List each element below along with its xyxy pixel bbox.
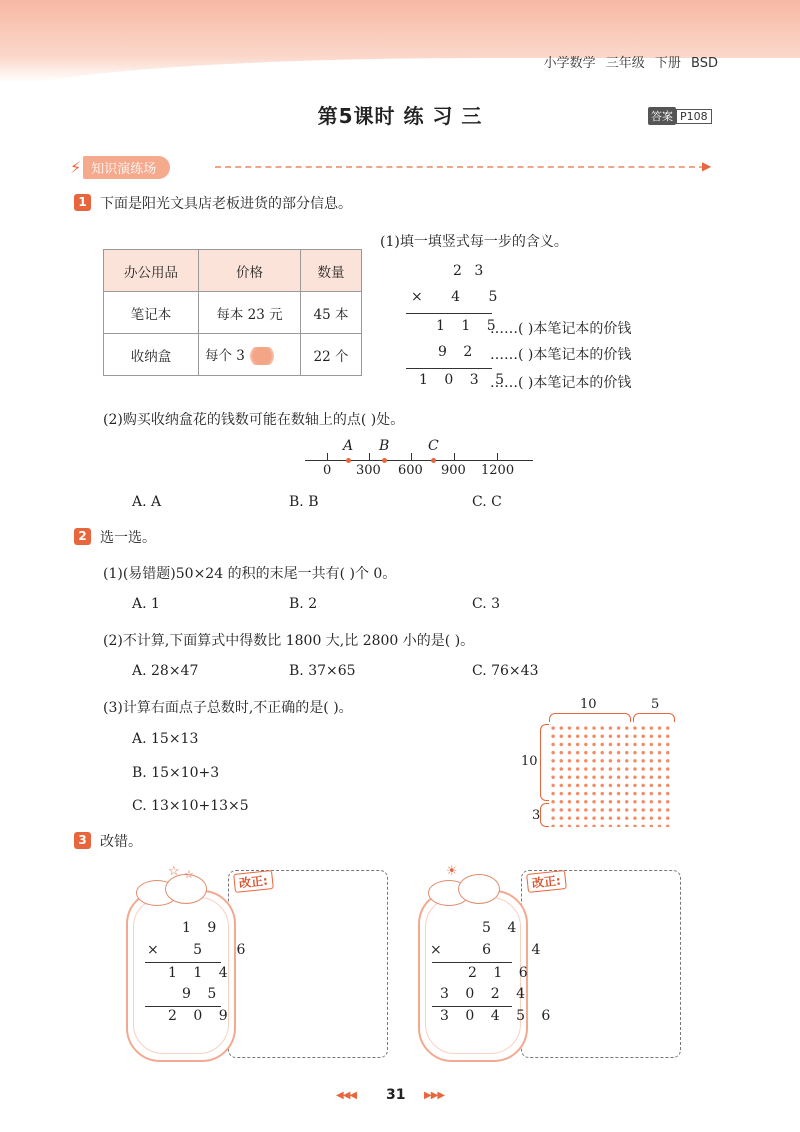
section-divider (215, 166, 705, 168)
table-cell: 每本 23 元 (199, 292, 301, 334)
point-label-b: B (379, 438, 390, 454)
table-cell: 45 本 (301, 292, 362, 334)
q2-sub3-option-a[interactable]: A. 15×13 (132, 731, 199, 747)
right-calc-product: 3 0 4 5 6 (440, 1008, 557, 1024)
number-line-tick (454, 453, 455, 461)
q2-sub2-option-a[interactable]: A. 28×47 (132, 663, 199, 679)
number-line-tick (497, 453, 498, 461)
calc-line-partial-1: 1 1 5 (436, 318, 502, 334)
number-line-tick (369, 453, 370, 461)
axis-label: 1200 (481, 463, 515, 478)
star-icon: ☆ (168, 864, 180, 879)
right-calc-partial-2: 3 0 2 4 (440, 986, 531, 1002)
right-calc-rule-1 (432, 962, 512, 963)
left-calc-product: 2 0 9 (168, 1008, 234, 1024)
left-calc-partial-1: 1 1 4 (168, 965, 234, 981)
fix-label-right: 改正: (526, 870, 567, 893)
question-3-prompt: 改错。 (100, 834, 142, 850)
brace-left-top (540, 724, 549, 801)
q2-sub1-option-b[interactable]: B. 2 (289, 596, 318, 612)
correction-answer-box-right[interactable] (521, 870, 681, 1058)
table-cell: 22 个 (301, 334, 362, 376)
left-calc-multiplicand: 1 9 (182, 920, 223, 936)
calc-rule-1 (406, 313, 492, 314)
right-calc-rule-2 (432, 1006, 512, 1007)
left-calc-rule-1 (145, 962, 221, 963)
answer-key-label: 答案 (648, 107, 676, 125)
cloud-icon (458, 874, 500, 904)
point-label-c: C (428, 438, 439, 454)
right-calc-multiplicand: 5 4 (482, 920, 523, 936)
lesson-title: 第5课时 练 习 三 (317, 104, 483, 128)
grid-label-top-right: 5 (651, 697, 660, 712)
grid-label-left-top: 10 (521, 754, 538, 769)
table-cell: 笔记本 (104, 292, 199, 334)
grid-label-left-bottom: 3 (532, 808, 541, 823)
purchase-info-table (103, 249, 362, 376)
point-a-dot (346, 458, 351, 463)
left-calc-rule-2 (145, 1006, 221, 1007)
axis-label: 600 (398, 463, 423, 478)
calc-line-product: 1 0 3 5 (419, 372, 510, 388)
right-calc-partial-1: 2 1 6 (468, 965, 534, 981)
axis-label: 900 (441, 463, 466, 478)
q2-sub3-option-b[interactable]: B. 15×10+3 (132, 765, 220, 781)
brace-left-bottom (540, 803, 549, 827)
point-c-dot (431, 458, 436, 463)
section-label: 知识演练场 (83, 156, 170, 179)
grid-label-top-left: 10 (580, 697, 597, 712)
calc-meaning-blank-2[interactable]: ……( )本笔记本的价钱 (490, 347, 632, 363)
axis-label: 0 (323, 463, 332, 478)
q1-option-a[interactable]: A. A (132, 494, 162, 510)
number-line-tick (327, 453, 328, 461)
sun-icon: ☀ (446, 864, 458, 879)
page-prev-arrows: ◀◀◀ (336, 1090, 357, 1101)
q2-sub3-option-c[interactable]: C. 13×10+13×5 (132, 798, 249, 814)
answer-reference (648, 107, 712, 125)
price-partial-text: 每个 3 (205, 347, 245, 364)
question-number-2: 2 (74, 528, 91, 545)
brace-top-right (633, 713, 675, 722)
q2-sub2-option-c[interactable]: C. 76×43 (472, 663, 539, 679)
left-calc-multiplier: × 5 6 (147, 942, 252, 958)
book-info: 小学数学 三年级 下册 BSD (543, 56, 718, 71)
question-2-prompt: 选一选。 (100, 530, 156, 546)
star-icon: ☆ (184, 868, 194, 881)
table-cell (199, 334, 301, 376)
question-1-prompt: 下面是阳光文具店老板进货的部分信息。 (100, 196, 352, 212)
fix-label-left: 改正: (233, 870, 274, 893)
calc-meaning-blank-3[interactable]: ……( )本笔记本的价钱 (490, 375, 632, 391)
q2-sub2-prompt: (2)不计算,下面算式中得数比 1800 大,比 2800 小的是( )。 (103, 633, 475, 649)
brace-top-left (549, 713, 631, 722)
q1-option-c[interactable]: C. C (472, 494, 502, 510)
running-figure-icon: ⚡ (70, 157, 82, 177)
ink-blot-icon (249, 347, 275, 365)
number-line (305, 460, 533, 461)
correction-answer-box-left[interactable] (228, 870, 388, 1058)
q1-option-b[interactable]: B. B (289, 494, 319, 510)
left-calc-partial-2: 9 5 (182, 986, 223, 1002)
q2-sub2-option-b[interactable]: B. 37×65 (289, 663, 356, 679)
table-header-row (104, 250, 362, 292)
point-label-a: A (343, 438, 354, 454)
dot-grid (549, 724, 673, 827)
question-number-1: 1 (74, 194, 91, 211)
calc-rule-2 (406, 368, 492, 369)
q1-sub2-prompt: (2)购买收纳盒花的钱数可能在数轴上的点( )处。 (103, 412, 405, 428)
axis-label: 300 (356, 463, 381, 478)
calc-meaning-blank-1[interactable]: ……( )本笔记本的价钱 (490, 321, 632, 337)
q1-sub1-prompt: (1)填一填竖式每一步的含义。 (380, 234, 568, 250)
number-line-tick (411, 453, 412, 461)
section-tag (70, 156, 170, 178)
calc-line-multiplicand: 2 3 (453, 263, 488, 279)
question-number-3: 3 (74, 832, 91, 849)
page-next-arrows: ▶▶▶ (424, 1090, 445, 1101)
table-cell: 收纳盒 (104, 334, 199, 376)
calc-line-partial-2: 9 2 (438, 344, 479, 360)
q2-sub3-prompt: (3)计算右面点子总数时,不正确的是( )。 (103, 700, 353, 716)
table-header-cell: 数量 (301, 250, 362, 292)
right-calc-multiplier: × 6 4 (430, 942, 547, 958)
table-row (104, 292, 362, 334)
calc-line-multiplier: × 4 5 (411, 289, 502, 305)
q2-sub1-option-c[interactable]: C. 3 (472, 596, 501, 612)
page-number: 31 (386, 1087, 406, 1103)
point-b-dot (382, 458, 387, 463)
arrow-right-icon: ▶ (702, 159, 712, 173)
table-row (104, 334, 362, 376)
answer-page: P108 (676, 109, 712, 124)
q2-sub1-prompt: (1)(易错题)50×24 的积的末尾一共有( )个 0。 (103, 566, 397, 582)
table-header-cell: 办公用品 (104, 250, 199, 292)
q2-sub1-option-a[interactable]: A. 1 (132, 596, 160, 612)
table-header-cell: 价格 (199, 250, 301, 292)
